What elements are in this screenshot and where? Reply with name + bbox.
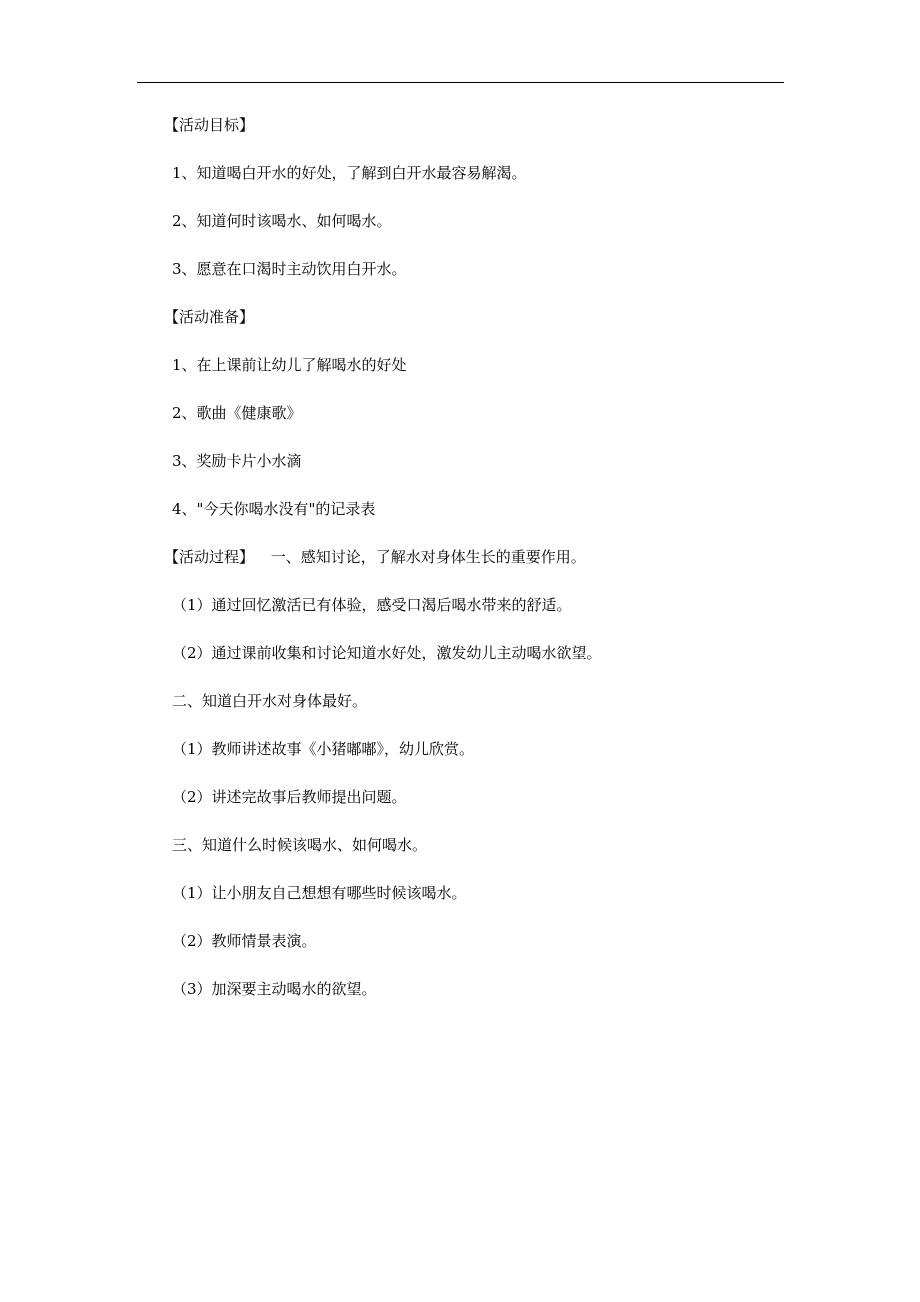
goal-item-3: 3、愿意在口渴时主动饮用白开水。	[172, 260, 407, 278]
section-heading-goals: 【活动目标】	[164, 116, 255, 134]
process-step-1-2: （2）通过课前收集和讨论知道水好处，激发幼儿主动喝水欲望。	[172, 644, 602, 662]
preparation-item-4: 4、"今天你喝水没有"的记录表	[172, 500, 376, 518]
goal-item-1: 1、知道喝白开水的好处，了解到白开水最容易解渴。	[172, 164, 527, 182]
preparation-item-3: 3、奖励卡片小水滴	[172, 452, 302, 470]
process-part-2-heading: 二、知道白开水对身体最好。	[172, 692, 368, 710]
header-rule	[137, 82, 784, 83]
process-step-1-1: （1）通过回忆激活已有体验，感受口渴后喝水带来的舒适。	[172, 596, 572, 614]
section-heading-preparation: 【活动准备】	[164, 308, 255, 326]
process-part-3-heading: 三、知道什么时候该喝水、如何喝水。	[172, 836, 428, 854]
process-step-2-1: （1）教师讲述故事《小猪嘟嘟》，幼儿欣赏。	[172, 740, 475, 758]
process-step-3-3: （3）加深要主动喝水的欲望。	[172, 980, 377, 998]
process-step-3-2: （2）教师情景表演。	[172, 932, 317, 950]
preparation-item-2: 2、歌曲《健康歌》	[172, 404, 302, 422]
section-heading-process: 【活动过程】 一、感知讨论，了解水对身体生长的重要作用。	[164, 548, 586, 566]
preparation-item-1: 1、在上课前让幼儿了解喝水的好处	[172, 356, 407, 374]
goal-item-2: 2、知道何时该喝水、如何喝水。	[172, 212, 392, 230]
process-step-2-2: （2）讲述完故事后教师提出问题。	[172, 788, 407, 806]
process-step-3-1: （1）让小朋友自己想想有哪些时候该喝水。	[172, 884, 467, 902]
